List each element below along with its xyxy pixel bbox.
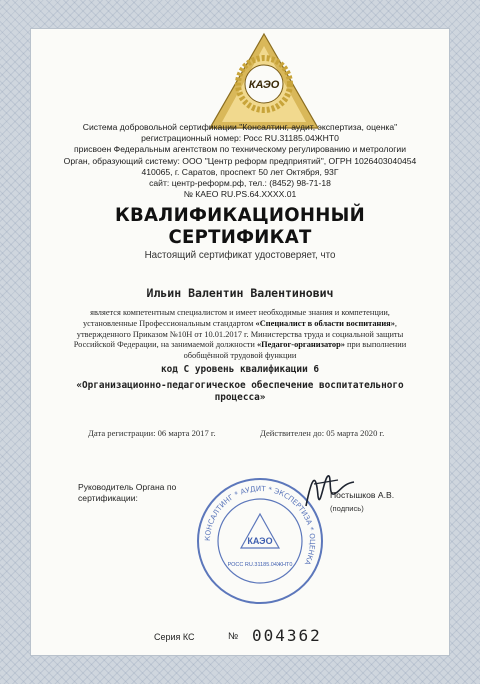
signature-caption: (подпись) — [330, 504, 364, 513]
stamp-ring-text: КОНСАЛТИНГ * АУДИТ * ЭКСПЕРТИЗА * ОЦЕНКА — [202, 483, 318, 567]
competence-statement — [70, 308, 410, 362]
position-name: «Педагог-организатор» — [256, 340, 345, 350]
series-label: Серия КС — [154, 632, 195, 642]
standard-name: «Специалист в области воспитания» — [255, 318, 395, 328]
head-label: Руководитель Органа по сертификации: — [78, 482, 177, 503]
holder-name: Ильин Валентин Валентинович — [146, 286, 334, 300]
labor-function: «Организационно-педагогическое обеспечение воспитательного процесса» — [76, 380, 404, 403]
certificate-title: КВАЛИФИКАЦИОННЫЙ СЕРТИФИКАТ — [114, 204, 366, 248]
logo-text: КАЭО — [248, 79, 280, 91]
issuing-organization — [30, 122, 450, 200]
stamp-bottom-text: РОСС RU.31185.04ЖНТ0 — [227, 562, 293, 568]
qualification-level: код С уровень квалификации 6 — [160, 364, 320, 375]
certificate-body — [30, 28, 450, 656]
certificate-number: 004362 — [252, 626, 322, 645]
intro-text: Настоящий сертификат удостоверяет, что — [144, 250, 336, 261]
org-line: Орган, образующий систему: ООО "Центр реформ предприятий", ОГРН 1026403040454 — [63, 155, 417, 166]
org-line: регистрационный номер: Росс RU.31185.04ЖНТ0 — [141, 133, 339, 144]
org-line: сайт: центр-реформ.рф, тел.: (8452) 98-71-18 — [149, 178, 331, 189]
statement-part: является компетентным специалистом и имеет необходимые знания и компетенции, установленные Профессиональным стандартом — [82, 308, 390, 328]
signer-name: Постышков А.В. — [330, 490, 395, 500]
kaeo-pyramid-logo — [206, 32, 322, 132]
org-line: Система добровольной сертификации "Консалтинг, аудит, экспертиза, оценка" — [82, 122, 398, 132]
number-sign: № — [228, 631, 239, 642]
org-line: присвоен Федеральным агентством по техническому регулированию и метрологии — [73, 144, 407, 155]
statement-part: , утвержденного Приказом №10Н от 10.01.2017 г. Министерства труда и социальной защиты Российской Федерации, на занимаемой должности — [73, 318, 404, 350]
registration-date: Дата регистрации: 06 марта 2017 г. — [88, 428, 216, 438]
valid-until-date: Действителен до: 05 марта 2020 г. — [260, 428, 385, 438]
org-line: № КАЕО RU.PS.64.XXXX.01 — [183, 189, 297, 200]
org-line: 410065, г. Саратов, проспект 50 лет Октября, 93Г — [141, 166, 339, 177]
statement-part: при выполнении обобщённой трудовой функции — [183, 340, 407, 361]
stamp-center-text: КАЭО — [247, 536, 273, 546]
